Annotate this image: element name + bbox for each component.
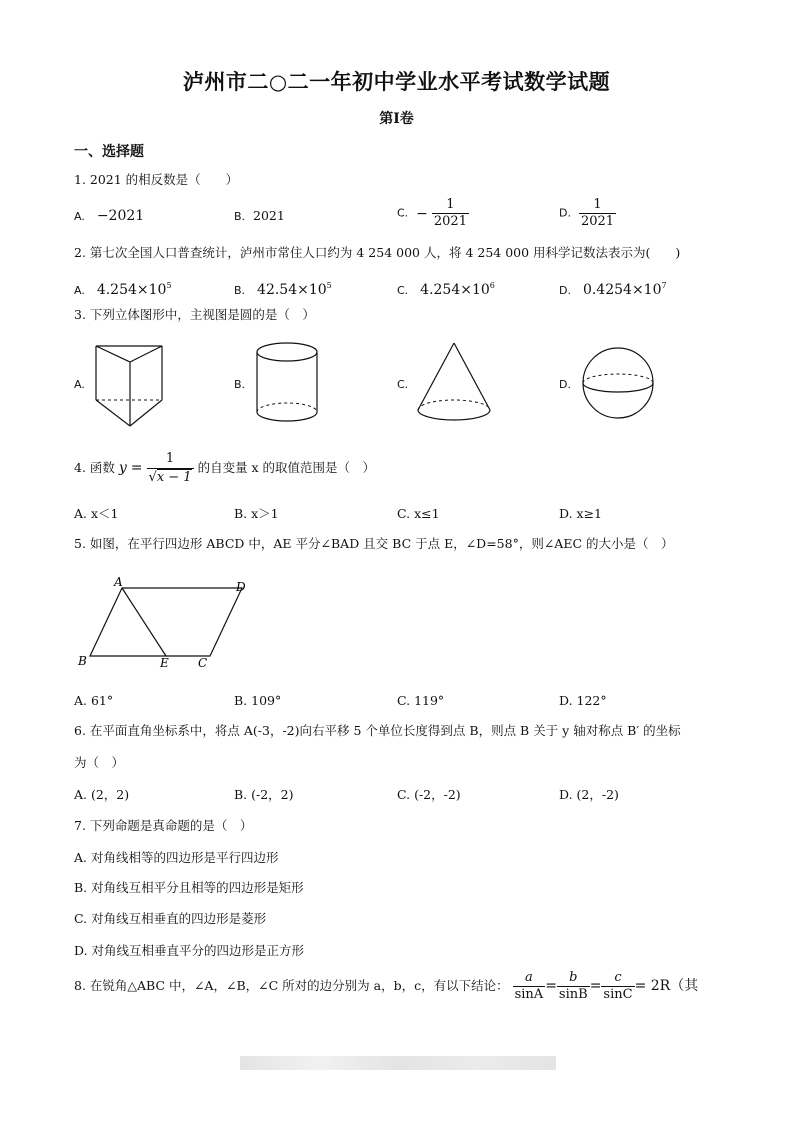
q4-equals: = bbox=[130, 460, 143, 476]
option-exponent: 5 bbox=[326, 281, 332, 290]
option-label: A. bbox=[74, 210, 85, 223]
option-sign: − bbox=[416, 205, 428, 222]
question-6-stem-cont: 为（ ） bbox=[74, 755, 125, 770]
option-exponent: 5 bbox=[166, 281, 172, 290]
q4-fraction bbox=[147, 450, 194, 487]
q1-option-c[interactable] bbox=[397, 197, 469, 230]
q2-option-a[interactable] bbox=[74, 277, 172, 300]
q6-option-b[interactable]: B. (-2，2) bbox=[234, 787, 294, 802]
section-heading: 一、选择题 bbox=[74, 144, 144, 160]
option-value: −2021 bbox=[96, 208, 145, 224]
q5-option-a[interactable]: A. 61° bbox=[74, 693, 114, 708]
question-6-stem: 6. 在平面直角坐标系中，将点 A(-3，-2)向右平移 5 个单位长度得到点 B，则点 B 关于 y 轴对称点 B′ 的坐标 bbox=[74, 723, 681, 738]
vertex-label-d: D bbox=[236, 580, 246, 594]
q7-option-d[interactable]: D. 对角线互相垂直平分的四边形是正方形 bbox=[74, 943, 305, 958]
q7-option-c[interactable]: C. 对角线互相垂直的四边形是菱形 bbox=[74, 911, 267, 926]
q8-fraction-c bbox=[601, 970, 634, 1003]
q4-option-c[interactable]: C. x≤1 bbox=[397, 506, 440, 521]
q8-fraction-b bbox=[557, 970, 590, 1003]
q4-option-d[interactable]: D. x≥1 bbox=[559, 506, 602, 521]
q4-suffix: 的自变量 x 的取值范围是（ ） bbox=[197, 460, 376, 475]
volume-label: 第Ⅰ卷 bbox=[379, 111, 414, 127]
fraction-denominator: 2021 bbox=[433, 214, 467, 229]
q5-option-b[interactable]: B. 109° bbox=[234, 693, 282, 708]
fraction-denominator: sinC bbox=[603, 987, 633, 1002]
option-exponent: 7 bbox=[661, 281, 667, 290]
sphere-figure bbox=[580, 345, 660, 425]
fraction-numerator: 1 bbox=[593, 197, 602, 212]
option-label: D. bbox=[559, 284, 571, 297]
sqrt-icon: √ bbox=[148, 470, 157, 485]
radicand: x − 1 bbox=[156, 470, 192, 485]
question-4-stem bbox=[74, 444, 375, 492]
vertex-label-c: C bbox=[198, 656, 208, 670]
q3-option-b-label[interactable]: B. bbox=[234, 378, 246, 391]
fraction-numerator: 1 bbox=[446, 197, 455, 212]
option-label: C. bbox=[397, 206, 409, 220]
q4-function-y: y bbox=[118, 460, 127, 476]
fraction-numerator: c bbox=[614, 970, 622, 985]
option-label: D. bbox=[559, 206, 571, 220]
vertex-label-e: E bbox=[160, 656, 169, 670]
q8-tail: = 2R（其 bbox=[634, 978, 699, 994]
option-value: 4.254×10 bbox=[96, 282, 167, 298]
q2-option-c[interactable] bbox=[397, 277, 495, 300]
fraction-numerator: 1 bbox=[165, 451, 175, 466]
question-2-stem: 2. 第七次全国人口普查统计，泸州市常住人口约为 4 254 000 人，将 4 254 000 用科学记数法表示为( ) bbox=[74, 245, 681, 260]
cone-figure bbox=[412, 340, 492, 425]
q6-option-d[interactable]: D. (2，-2) bbox=[559, 787, 619, 802]
triangular-prism-figure bbox=[90, 340, 170, 430]
q1-option-a[interactable] bbox=[74, 207, 144, 226]
q6-option-a[interactable]: A. (2，2) bbox=[74, 787, 130, 802]
q4-option-b[interactable]: B. x＞1 bbox=[234, 506, 279, 521]
fraction-denominator: sinA bbox=[514, 987, 544, 1002]
option-fraction bbox=[432, 197, 469, 230]
vertex-label-b: B bbox=[78, 654, 87, 668]
option-value: 4.254×10 bbox=[420, 282, 490, 298]
q2-option-b[interactable] bbox=[234, 277, 332, 300]
question-3-stem: 3. 下列立体图形中，主视图是圆的是（ ） bbox=[74, 307, 315, 322]
q7-option-b[interactable]: B. 对角线互相平分且相等的四边形是矩形 bbox=[74, 880, 304, 895]
q2-option-d[interactable] bbox=[559, 277, 667, 300]
q3-option-d-label[interactable]: D. bbox=[559, 378, 571, 391]
fraction-numerator: b bbox=[569, 970, 578, 985]
fraction-numerator: a bbox=[525, 970, 533, 985]
q4-prefix: 4. 函数 bbox=[74, 460, 115, 475]
q8-fraction-a bbox=[513, 970, 546, 1003]
option-value: 2021 bbox=[253, 208, 285, 223]
q6-option-c[interactable]: C. (-2，-2) bbox=[397, 787, 461, 802]
parallelogram-figure bbox=[76, 574, 256, 674]
question-7-stem: 7. 下列命题是真命题的是（ ） bbox=[74, 818, 253, 833]
q5-option-d[interactable]: D. 122° bbox=[559, 693, 607, 708]
option-exponent: 6 bbox=[489, 281, 495, 290]
question-1-stem: 1. 2021 的相反数是（ ） bbox=[74, 172, 239, 187]
q4-option-a[interactable]: A. x＜1 bbox=[74, 506, 119, 521]
option-fraction bbox=[579, 197, 616, 230]
question-8-stem: 8. 在锐角△ABC 中，∠A，∠B，∠C 所对的边分别为 a，b，c，有以下结论： $\frac{a}{\sin A}$ = $\frac{b}{\sin B}$ = $\frac{c}{\sin C}$ = 2R（其 bbox=[74, 970, 699, 1002]
page-title: 泸州市二○二一年初中学业水平考试数学试题 bbox=[182, 70, 611, 94]
question-5-stem: 5. 如图，在平行四边形 ABCD 中，AE 平分∠BAD 且交 BC 于点 E，∠D=58°，则∠AEC 的大小是（ ） bbox=[74, 536, 674, 551]
fraction-denominator: sinB bbox=[558, 987, 588, 1002]
q8-text: 8. 在锐角△ABC 中，∠A，∠B，∠C 所对的边分别为 a，b，c，有以下结论： bbox=[74, 978, 509, 993]
footer-watermark-bar bbox=[240, 1056, 556, 1070]
option-value: 42.54×10 bbox=[257, 282, 327, 298]
fraction-denominator bbox=[147, 468, 194, 487]
option-label: C. bbox=[397, 284, 409, 297]
option-value: 0.4254×10 bbox=[582, 282, 662, 298]
vertex-label-a: A bbox=[114, 575, 123, 589]
option-label: B. bbox=[234, 210, 246, 223]
q7-option-a[interactable]: A. 对角线相等的四边形是平行四边形 bbox=[74, 850, 279, 865]
q1-option-b[interactable] bbox=[234, 207, 285, 226]
q1-option-d[interactable] bbox=[559, 197, 616, 230]
option-label: B. bbox=[234, 284, 246, 297]
cylinder-figure bbox=[255, 340, 325, 425]
q5-option-c[interactable]: C. 119° bbox=[397, 693, 445, 708]
q3-option-a-label[interactable]: A. bbox=[74, 378, 85, 391]
fraction-denominator: 2021 bbox=[580, 214, 615, 229]
option-label: A. bbox=[74, 284, 85, 297]
q3-option-c-label[interactable]: C. bbox=[397, 378, 409, 391]
